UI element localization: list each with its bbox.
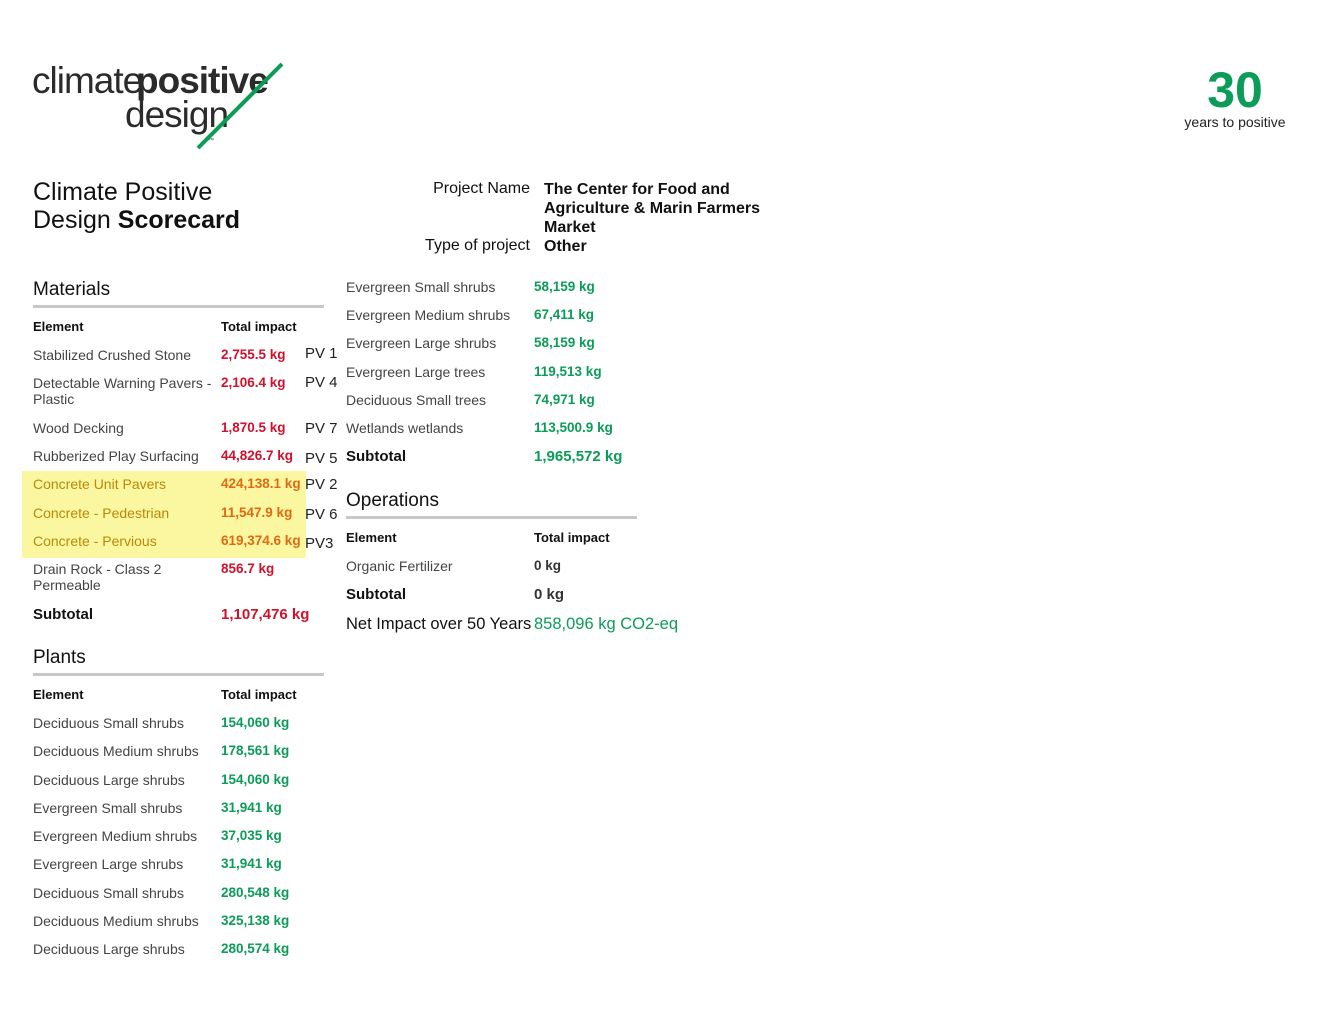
logo-word-positive: positive <box>136 60 268 101</box>
operations-row-impact: 0 kg <box>534 558 562 573</box>
materials-row-tag: PV3 <box>305 535 334 552</box>
plants-row-impact: 119,513 kg <box>534 364 602 379</box>
materials-row-impact: 619,374.6 kg <box>221 533 301 548</box>
plants-header-element: Element <box>33 687 84 702</box>
materials-header-impact: Total impact <box>221 319 297 334</box>
materials-row-impact: 11,547.9 kg <box>221 505 293 520</box>
operations-subtotal-value: 0 kg <box>534 586 565 603</box>
plants-row-element: Deciduous Large shrubs <box>33 772 185 788</box>
plants-row-element: Deciduous Small trees <box>346 392 487 408</box>
years-to-positive-number: 30 <box>1207 62 1263 118</box>
plants-row-impact: 113,500.9 kg <box>534 420 613 435</box>
logo-trademark: ™ <box>208 138 214 144</box>
years-to-positive-label: years to positive <box>1184 114 1286 130</box>
logo-word-design: design <box>125 94 229 135</box>
plants-row-impact: 58,159 kg <box>534 279 595 294</box>
title-line-1: Climate Positive <box>33 178 213 206</box>
materials-row-impact: 424,138.1 kg <box>221 476 301 491</box>
plants-row-element: Evergreen Large shrubs <box>346 335 497 351</box>
plants-row-impact: 178,561 kg <box>221 743 290 758</box>
materials-subtotal-label: Subtotal <box>33 606 93 623</box>
operations-header-element: Element <box>346 530 397 545</box>
plants-row-impact: 154,060 kg <box>221 772 290 787</box>
project-type-label: Type of project <box>425 237 530 254</box>
plants-row-element: Evergreen Large shrubs <box>33 856 184 872</box>
operations-header-impact: Total impact <box>534 530 610 545</box>
materials-row-element: Stabilized Crushed Stone <box>33 347 191 363</box>
materials-row-tag: PV 5 <box>305 450 338 467</box>
materials-divider <box>33 305 324 308</box>
plants-row-element: Deciduous Medium shrubs <box>33 743 199 759</box>
materials-section-title: Materials <box>33 279 111 300</box>
materials-row-tag: PV 2 <box>305 476 338 493</box>
operations-row-element: Organic Fertilizer <box>346 558 453 574</box>
materials-row-element: Concrete Unit Pavers <box>33 476 167 492</box>
materials-row-impact: 2,755.5 kg <box>221 347 286 362</box>
project-name-label: Project Name <box>433 180 530 197</box>
plants-section-title: Plants <box>33 647 86 668</box>
plants-subtotal-value: 1,965,572 kg <box>534 448 623 465</box>
plants-row-element: Evergreen Small shrubs <box>346 279 496 295</box>
plants-header-impact: Total impact <box>221 687 297 702</box>
plants-divider <box>33 673 324 676</box>
title-line-2: Design Scorecard <box>33 206 241 234</box>
materials-row-element: Rubberized Play Surfacing <box>33 448 199 464</box>
materials-row-tag: PV 1 <box>305 345 338 362</box>
plants-row-impact: 67,411 kg <box>534 307 595 322</box>
materials-row-element: Detectable Warning Pavers - Plastic <box>33 375 212 407</box>
plants-row-impact: 31,941 kg <box>221 856 282 871</box>
materials-row-element: Drain Rock - Class 2 Permeable <box>33 561 162 593</box>
materials-row-element: Concrete - Pedestrian <box>33 505 170 521</box>
materials-row-element: Wood Decking <box>33 420 124 436</box>
plants-row-element: Deciduous Large shrubs <box>33 941 185 957</box>
operations-divider <box>346 516 637 519</box>
materials-row-element: Concrete - Pervious <box>33 533 157 549</box>
plants-row-element: Evergreen Medium shrubs <box>33 828 198 844</box>
plants-row-element: Evergreen Small shrubs <box>33 800 183 816</box>
plants-row-impact: 280,574 kg <box>221 941 290 956</box>
plants-row-impact: 280,548 kg <box>221 885 290 900</box>
plants-row-impact: 154,060 kg <box>221 715 290 730</box>
plants-row-impact: 37,035 kg <box>221 828 282 843</box>
net-impact-label: Net Impact over 50 Years <box>346 615 532 633</box>
plants-row-element: Deciduous Medium shrubs <box>33 913 199 929</box>
operations-section-title: Operations <box>346 490 439 511</box>
materials-subtotal-value: 1,107,476 kg <box>221 606 310 623</box>
plants-row-element: Evergreen Large trees <box>346 364 486 380</box>
materials-row-impact: 2,106.4 kg <box>221 375 286 390</box>
materials-row-tag: PV 6 <box>305 506 338 523</box>
plants-row-impact: 58,159 kg <box>534 335 595 350</box>
logo-slash-icon <box>32 60 294 152</box>
materials-header-element: Element <box>33 319 84 334</box>
plants-subtotal-label: Subtotal <box>346 448 406 465</box>
climate-positive-design-logo <box>32 60 294 152</box>
plants-row-impact: 325,138 kg <box>221 913 290 928</box>
net-impact-value: 858,096 kg CO2-eq <box>534 615 679 633</box>
project-name-value: The Center for Food and Agriculture & Marin Farmers Market <box>544 181 761 236</box>
materials-row-impact: 44,826.7 kg <box>221 448 294 463</box>
project-type-value: Other <box>544 238 587 255</box>
materials-row-tag: PV 4 <box>305 374 338 391</box>
operations-subtotal-label: Subtotal <box>346 586 406 603</box>
materials-row-tag: PV 7 <box>305 420 338 437</box>
page-title <box>33 178 240 234</box>
plants-row-impact: 31,941 kg <box>221 800 282 815</box>
plants-row-element: Deciduous Small shrubs <box>33 715 184 731</box>
materials-row-impact: 1,870.5 kg <box>221 420 286 435</box>
plants-row-element: Wetlands wetlands <box>346 420 464 436</box>
plants-row-element: Evergreen Medium shrubs <box>346 307 511 323</box>
plants-row-element: Deciduous Small shrubs <box>33 885 184 901</box>
logo-word-climate: climate <box>32 60 143 101</box>
plants-row-impact: 74,971 kg <box>534 392 595 407</box>
materials-row-impact: 856.7 kg <box>221 561 275 576</box>
